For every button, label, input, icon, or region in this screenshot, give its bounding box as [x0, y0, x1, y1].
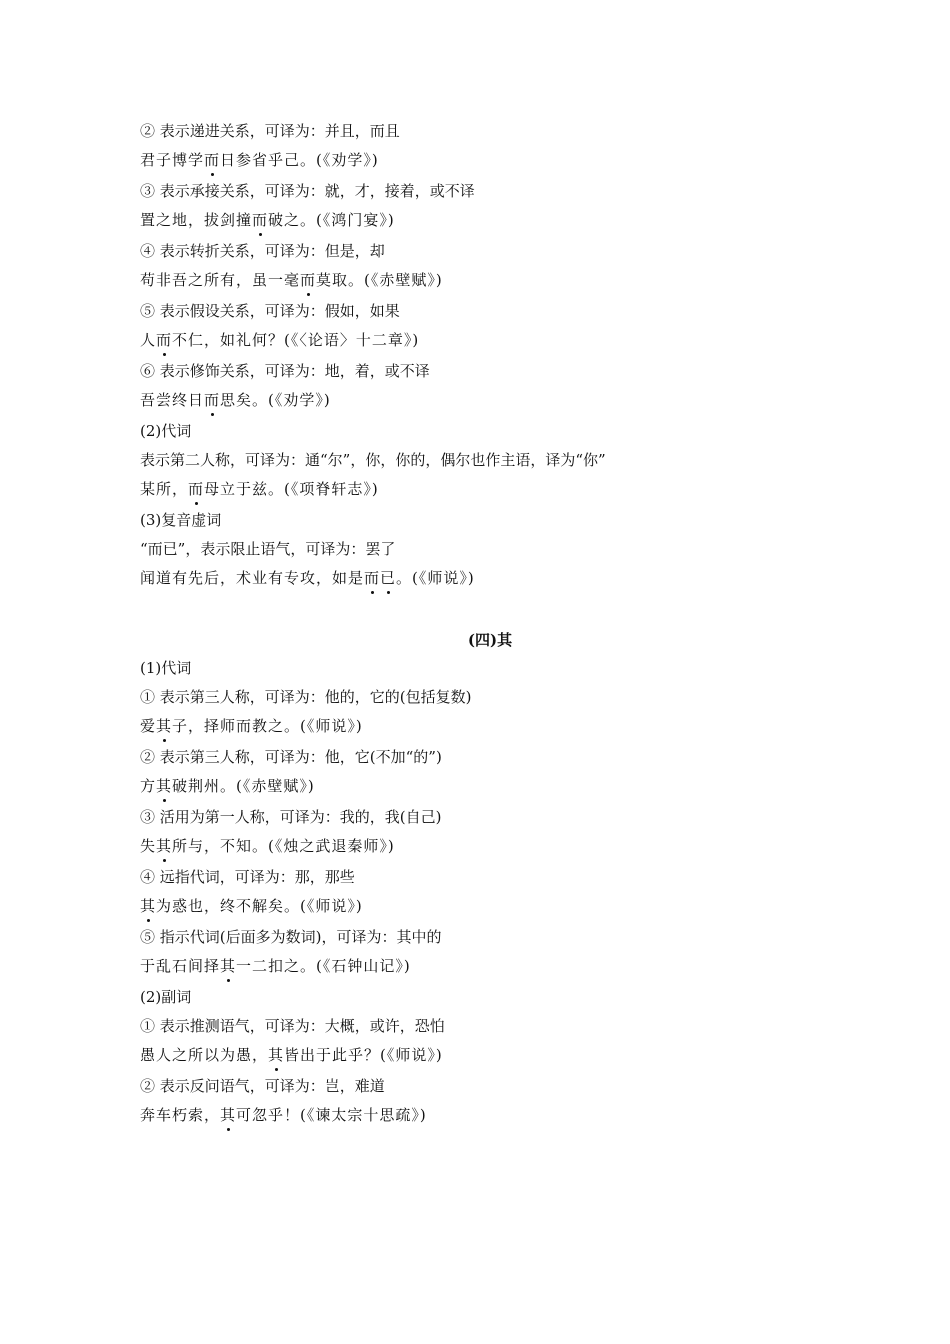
- er-compound-section: [140, 509, 820, 589]
- section-title: (四)其: [467, 631, 513, 649]
- emphasized-char: 而: [156, 331, 173, 349]
- definition-line: ② 表示递进关系，可译为：并且，而且: [140, 122, 400, 140]
- example-text: 方: [140, 777, 157, 795]
- example-sentence: [140, 149, 820, 171]
- example-text: 于乱石间择: [140, 957, 221, 975]
- example-sentence: [140, 955, 820, 977]
- example-text: 失: [140, 837, 157, 855]
- example-text: 破荆州。(《赤壁赋》): [172, 777, 315, 795]
- example-sentence: [140, 269, 820, 291]
- emphasized-char: 而: [252, 211, 269, 229]
- definition-line: ② 表示第三人称，可译为：他，它(不加“的”): [140, 748, 442, 766]
- example-text: 人: [140, 331, 157, 349]
- subsection-heading: (1)代词: [140, 659, 192, 677]
- definition-line: ⑤ 表示假设关系，可译为：假如，如果: [140, 302, 400, 320]
- document-page: [140, 120, 820, 1126]
- definition-line: ⑥ 表示修饰关系，可译为：地，着，或不译: [140, 362, 430, 380]
- subsection-heading: (2)副词: [140, 988, 192, 1006]
- example-sentence: [140, 715, 820, 737]
- er-pronoun-section: [140, 420, 820, 500]
- definition-line: ① 表示推测语气，可译为：大概，或许，恐怕: [140, 1017, 445, 1035]
- example-sentence: [140, 835, 820, 857]
- qi-pronoun-usage-3: [140, 806, 820, 857]
- definition-line: ⑤ 指示代词(后面多为数词)，可译为：其中的: [140, 928, 442, 946]
- emphasized-char: 已: [380, 569, 397, 587]
- subsection-heading: (3)复音虚词: [140, 511, 222, 529]
- example-text: 莫取。(《赤壁赋》): [316, 271, 443, 289]
- definition-line: ③ 活用为第一人称，可译为：我的，我(自己): [140, 808, 442, 826]
- example-text: 可忽乎！(《谏太宗十思疏》): [236, 1106, 427, 1124]
- example-text: 所与，不知。(《烛之武退秦师》): [172, 837, 395, 855]
- qi-pronoun-usage-5: [140, 926, 820, 977]
- er-usage-5: [140, 300, 820, 351]
- emphasized-char: 其: [156, 837, 173, 855]
- qi-pronoun-usage-1: [140, 686, 820, 737]
- example-text: 破之。(《鸿门宴》): [268, 211, 395, 229]
- subsection-heading: (2)代词: [140, 422, 192, 440]
- emphasized-char: 而: [300, 271, 317, 289]
- example-sentence: [140, 209, 820, 231]
- example-text: 君子博学: [140, 151, 205, 169]
- example-text: 为惑也，终不解矣。(《师说》): [156, 897, 363, 915]
- definition-line: 表示第二人称，可译为：通“尔”，你，你的，偶尔也作主语，译为“你”: [140, 451, 606, 469]
- emphasized-char: 其: [156, 717, 173, 735]
- definition-line: ③ 表示承接关系，可译为：就，才，接着，或不译: [140, 182, 475, 200]
- example-text: 思矣。(《劝学》): [220, 391, 331, 409]
- example-sentence: [140, 895, 820, 917]
- emphasized-char: 而: [188, 480, 205, 498]
- example-text: 母立于兹。(《项脊轩志》): [204, 480, 379, 498]
- emphasized-char: 而: [204, 391, 221, 409]
- example-sentence: [140, 567, 820, 589]
- emphasized-char: 其: [220, 1106, 237, 1124]
- er-usage-3: [140, 180, 820, 231]
- emphasized-char: 其: [220, 957, 237, 975]
- example-text: 皆出于此乎？(《师说》): [284, 1046, 443, 1064]
- definition-line: ② 表示反问语气，可译为：岂，难道: [140, 1077, 385, 1095]
- example-text: 一二扣之。(《石钟山记》): [236, 957, 411, 975]
- definition-line: ① 表示第三人称，可译为：他的，它的(包括复数): [140, 688, 472, 706]
- example-sentence: [140, 775, 820, 797]
- er-usage-6: [140, 360, 820, 411]
- example-text: 。(《师说》): [396, 569, 475, 587]
- example-text: 日参省乎己。(《劝学》): [220, 151, 379, 169]
- example-text: 不仁，如礼何？(《〈论语〉十二章》): [172, 331, 420, 349]
- definition-line: ④ 表示转折关系，可译为：但是，却: [140, 242, 385, 260]
- example-sentence: [140, 1104, 820, 1126]
- emphasized-char: 其: [140, 897, 157, 915]
- emphasized-char: 其: [156, 777, 173, 795]
- emphasized-char: 而: [364, 569, 381, 587]
- definition-line: ④ 远指代词，可译为：那，那些: [140, 868, 355, 886]
- example-text: 置之地，拔剑撞: [140, 211, 253, 229]
- example-sentence: [140, 329, 820, 351]
- qi-pronoun-usage-4: [140, 866, 820, 917]
- er-usage-2: [140, 120, 820, 171]
- qi-adverb-section: [140, 986, 820, 1126]
- example-text: 子，择师而教之。(《师说》): [172, 717, 363, 735]
- example-text: 闻道有先后，术业有专攻，如是: [140, 569, 365, 587]
- example-sentence: [140, 1044, 820, 1066]
- qi-pronoun-section: [140, 657, 820, 977]
- er-usage-4: [140, 240, 820, 291]
- example-text: 苟非吾之所有，虽一毫: [140, 271, 301, 289]
- example-sentence: [140, 389, 820, 411]
- qi-adverb-usage-1: [140, 1015, 820, 1066]
- example-text: 奔车朽索，: [140, 1106, 221, 1124]
- qi-pronoun-usage-2: [140, 746, 820, 797]
- emphasized-char: 而: [204, 151, 221, 169]
- definition-line: “而已”，表示限止语气，可译为：罢了: [140, 540, 396, 558]
- example-text: 某所，: [140, 480, 189, 498]
- example-text: 吾尝终日: [140, 391, 205, 409]
- qi-adverb-usage-2: [140, 1075, 820, 1126]
- example-sentence: [140, 478, 820, 500]
- example-text: 愚人之所以为愚，: [140, 1046, 269, 1064]
- emphasized-char: 其: [268, 1046, 285, 1064]
- example-text: 爱: [140, 717, 157, 735]
